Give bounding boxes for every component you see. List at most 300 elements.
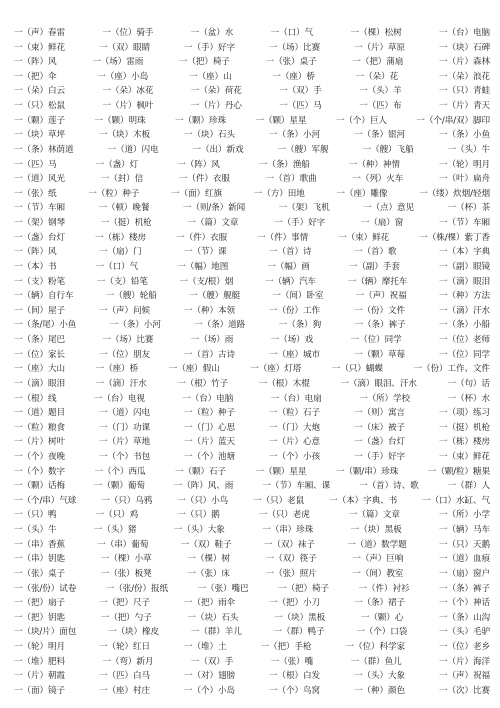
measure-word-phrase: 一（声）祝福 <box>355 291 407 302</box>
measure-word-phrase: 一（粒）种子 <box>88 188 140 199</box>
measure-word-phrase: 一（手）好字 <box>274 218 326 229</box>
measure-word-phrase: 一（群）羊儿 <box>190 627 242 638</box>
measure-word-phrase: 一（块）石头 <box>184 130 235 141</box>
measure-word-phrase: 一（道）题目 <box>14 408 65 419</box>
measure-word-phrase: 一（根）白发 <box>269 671 320 682</box>
measure-word-phrase: 一（位）老乡 <box>439 642 490 653</box>
measure-word-phrase: 一（张）嘴巴 <box>197 583 249 594</box>
measure-word-phrase: 一（张）床 <box>187 568 230 579</box>
phrase-row <box>14 318 490 332</box>
measure-word-phrase: 一（滴）眼泪 <box>438 276 490 287</box>
measure-word-phrase: 一（堆）肥料 <box>14 656 65 667</box>
measure-word-phrase: 一（所）学校 <box>359 393 411 404</box>
measure-word-phrase: 一（艘）飞船 <box>362 144 414 155</box>
measure-word-phrase: 一（口）水缸、气 <box>422 495 490 506</box>
measure-word-phrase: 一（辆）马车 <box>438 525 490 536</box>
phrase-row <box>14 494 490 508</box>
measure-word-phrase: 一（个/串/双）脚印 <box>416 115 490 126</box>
measure-word-phrase: 一（只）乌鸦 <box>101 495 153 506</box>
phrase-row <box>14 625 490 639</box>
measure-word-phrase: 一（只）蝴蝶 <box>331 364 383 375</box>
measure-word-phrase: 一（艘）舰艇 <box>189 291 241 302</box>
measure-word-phrase: 一（条）狗 <box>278 320 322 331</box>
measure-word-phrase: 一（匹）马 <box>279 101 322 112</box>
measure-word-phrase: 一（片）蓝天 <box>184 437 235 448</box>
measure-word-phrase: 一（篇）文章 <box>187 218 239 229</box>
measure-word-phrase: 一（个）小岛 <box>184 685 235 696</box>
measure-word-phrase: 一（颗）心 <box>360 612 404 623</box>
measure-word-phrase: 一（片）树叶 <box>14 437 65 448</box>
measure-word-phrase: 一（头）大象 <box>354 671 405 682</box>
phrase-row <box>14 611 490 625</box>
measure-word-phrase: 一（颗）石子 <box>174 466 226 477</box>
measure-word-phrase: 一（群）鸭子 <box>273 627 325 638</box>
measure-word-phrase: 一（条）山沟 <box>439 612 490 623</box>
phrase-row <box>14 84 490 98</box>
measure-word-phrase: 一（支）铅笔 <box>96 276 148 287</box>
measure-word-phrase: 一（株/棵）紫丁香 <box>419 232 490 243</box>
measure-word-phrase: 一（条）裤子 <box>439 583 490 594</box>
measure-word-phrase: 一（间）教室 <box>352 568 404 579</box>
measure-word-phrase: 一（座）灯塔 <box>250 364 302 375</box>
measure-word-phrase: 一（件）事情 <box>257 232 309 243</box>
measure-word-phrase: 一（滴）汗水 <box>95 378 147 389</box>
phrase-row <box>14 421 490 435</box>
phrase-row <box>14 231 490 245</box>
measure-word-phrase: 一（只）鸡 <box>95 510 139 521</box>
measure-word-phrase: 一（封）信 <box>100 174 144 185</box>
measure-word-phrase: 一（块）黑板 <box>274 612 326 623</box>
measure-word-phrase: 一（双）筷子 <box>265 554 317 565</box>
measure-word-phrase: 一（块）石碑 <box>439 42 490 53</box>
phrase-row <box>14 114 490 128</box>
measure-word-phrase: 一（张）板凳 <box>100 568 152 579</box>
measure-word-phrase: 一（片）丹心 <box>190 101 242 112</box>
measure-word-phrase: 一（轮）红日 <box>99 642 150 653</box>
measure-word-phrase: 一（把）椅子 <box>278 583 330 594</box>
phrase-row <box>14 348 490 362</box>
measure-word-phrase: 一（张）纸 <box>14 188 57 199</box>
measure-word-phrase: 一（扇）窗 <box>360 218 404 229</box>
measure-word-phrase: 一（幅）画 <box>267 261 310 272</box>
measure-word-phrase: 一（条）小鱼 <box>439 130 490 141</box>
measure-word-phrase: 一（块）木板 <box>99 130 150 141</box>
measure-word-phrase: 一（次）比赛 <box>439 685 490 696</box>
measure-word-phrase: 一（台）电扇 <box>270 393 322 404</box>
measure-word-phrase: 一（条）小河 <box>269 130 320 141</box>
measure-word-phrase: 一（片）海洋 <box>438 656 490 667</box>
measure-word-phrase: 一（棵）树 <box>187 554 230 565</box>
measure-word-phrase: 一（门）功课 <box>99 422 150 433</box>
measure-word-phrase: 一（张）照片 <box>265 568 317 579</box>
measure-word-phrase: 一（串）钥匙 <box>14 554 65 565</box>
phrase-row <box>14 450 490 464</box>
measure-word-phrase: 一（个）西瓜 <box>94 466 146 477</box>
phrase-row <box>14 435 490 449</box>
measure-word-phrase: 一（双）袜子 <box>263 539 315 550</box>
measure-word-phrase: 一（个/串）气球 <box>14 495 77 506</box>
phrase-row <box>14 567 490 581</box>
measure-word-phrase: 一（把）伞 <box>14 71 57 82</box>
measure-word-phrase: 一（头）牛 <box>14 525 57 536</box>
measure-word-phrase: 一（滴）汗水 <box>439 305 490 316</box>
measure-word-phrase: 一（个）书包 <box>99 451 150 462</box>
measure-word-phrase: 一（颗）星星 <box>255 115 307 126</box>
measure-word-phrase: 一（道）数学题 <box>347 539 407 550</box>
measure-word-phrase: 一（列）火车 <box>352 174 404 185</box>
measure-word-phrase: 一（座）村庄 <box>99 685 150 696</box>
measure-word-phrase: 一（片）朝霞 <box>14 671 65 682</box>
measure-word-phrase: 一（个）小孩 <box>269 451 320 462</box>
measure-word-phrase: 一（个）巨人 <box>335 115 387 126</box>
measure-word-phrase: 一（轮）明月 <box>14 642 65 653</box>
measure-word-phrase: 一（把）尺子 <box>99 598 150 609</box>
measure-word-phrase: 一（节）车厢 <box>14 203 65 214</box>
measure-word-phrase: 一（辆）自行车 <box>14 291 74 302</box>
measure-word-phrase: 一（条）道路 <box>194 320 246 331</box>
measure-word-phrase: 一（种）本领 <box>184 305 235 316</box>
measure-word-phrase: 一（艘）轮船 <box>105 291 157 302</box>
measure-word-phrase: 一（首）古诗 <box>184 349 235 360</box>
measure-word-phrase: 一（束）鲜花 <box>439 451 490 462</box>
measure-word-phrase: 一（条）银河 <box>354 130 405 141</box>
measure-word-phrase: 一（间）屋子 <box>14 305 65 316</box>
measure-word-phrase: 一（束）鲜花 <box>338 232 390 243</box>
measure-word-phrase: 一（条）裤子 <box>354 320 406 331</box>
measure-word-phrase: 一（首）诗、歌 <box>359 481 419 492</box>
measure-word-phrase: 一（个）鸟窝 <box>269 685 320 696</box>
measure-word-phrase: 一（片）森林 <box>439 57 490 68</box>
measure-word-phrase: 一（场）雷雨 <box>92 57 144 68</box>
measure-word-phrase: 一（条）林荫道 <box>14 144 74 155</box>
measure-word-phrase: 一（盏）台灯 <box>354 437 405 448</box>
measure-word-phrase: 一（件）衣服 <box>178 174 230 185</box>
measure-word-phrase: 一（条）小船 <box>439 320 490 331</box>
measure-word-phrase: 一（道）风光 <box>14 174 65 185</box>
measure-word-phrase: 一（阵）风 <box>177 159 220 170</box>
measure-word-phrase: 一（粒）种子 <box>184 408 235 419</box>
measure-word-phrase: 一（挺）机枪 <box>100 218 152 229</box>
measure-word-phrase: 一（颗）莲子 <box>14 115 65 126</box>
measure-word-phrase: 一（张/份）报纸 <box>105 583 169 594</box>
measure-word-phrase: 一（杯）茶 <box>447 203 490 214</box>
measure-word-phrase: 一（则/条）新闻 <box>182 203 246 214</box>
measure-word-phrase: 一（台）电脑 <box>438 28 490 38</box>
measure-word-phrase: 一（种）方法 <box>438 291 490 302</box>
measure-word-phrase: 一（点）意见 <box>363 203 415 214</box>
measure-word-phrase: 一（只）松鼠 <box>14 101 65 112</box>
measure-word-phrase: 一（顿）晚餐 <box>98 203 150 214</box>
measure-word-phrase: 一（件）衬衫 <box>358 583 410 594</box>
measure-word-phrase: 一（座）假山 <box>168 364 220 375</box>
measure-word-phrase: 一（座）小岛 <box>97 71 149 82</box>
phrase-row <box>14 201 490 215</box>
measure-word-phrase: 一（头）毛驴 <box>438 627 490 638</box>
measure-word-phrase: 一（位）骑手 <box>102 28 154 38</box>
measure-word-phrase: 一（所）小学 <box>439 510 490 521</box>
measure-word-phrase: 一（头）羊 <box>359 86 402 97</box>
phrase-row <box>14 172 490 186</box>
phrase-row <box>14 304 490 318</box>
measure-word-phrase: 一（块）石头 <box>187 612 239 623</box>
measure-word-phrase: 一（轮）明月 <box>439 159 490 170</box>
measure-word-phrase: 一（条）裙子 <box>354 598 405 609</box>
measure-word-phrase: 一（片）草地 <box>99 437 150 448</box>
measure-word-phrase: 一（声）春雷 <box>14 28 65 38</box>
measure-word-phrase: 一（张/份）试卷 <box>14 583 77 594</box>
measure-word-phrase: 一（把）手枪 <box>260 642 312 653</box>
phrase-row <box>14 260 490 274</box>
measure-word-phrase: 一（阵）风 <box>14 247 57 258</box>
measure-word-phrase: 一（座）山 <box>189 71 232 82</box>
measure-word-phrase: 一（根）木棍 <box>258 378 310 389</box>
measure-word-phrase: 一（把）扇子 <box>14 598 65 609</box>
measure-word-phrase: 一（种）颜色 <box>354 685 405 696</box>
phrase-row <box>14 596 490 610</box>
measure-word-phrase: 一（节）车厢、课 <box>262 481 331 492</box>
measure-word-phrase: 一（则）寓言 <box>354 408 405 419</box>
phrase-row <box>14 55 490 69</box>
measure-word-phrase: 一（间）卧室 <box>272 291 324 302</box>
measure-word-phrase: 一（只）小鸟 <box>177 495 229 506</box>
measure-word-phrase: 一（双）眼睛 <box>99 42 150 53</box>
measure-word-phrase: 一（匹）布 <box>359 101 402 112</box>
measure-word-phrase: 一（面）镜子 <box>14 685 65 696</box>
measure-word-phrase: 一（条/尾）小鱼 <box>14 320 77 331</box>
measure-word-phrase: 一（朵）花 <box>355 71 399 82</box>
measure-word-phrase: 一（片）枫叶 <box>102 101 154 112</box>
measure-word-phrase: 一（朵）白云 <box>14 86 65 97</box>
measure-word-phrase: 一（座）桥 <box>272 71 315 82</box>
measure-word-phrase: 一（颗）珍珠 <box>174 115 226 126</box>
phrase-row <box>14 99 490 113</box>
measure-word-phrase: 一（节）车厢 <box>439 218 490 229</box>
measure-word-phrase: 一（座）城市 <box>269 349 320 360</box>
measure-word-phrase: 一（床）被子 <box>354 422 405 433</box>
measure-word-phrase: 一（把）钥匙 <box>14 612 65 623</box>
phrase-row <box>14 245 490 259</box>
measure-word-phrase: 一（群）人 <box>447 481 490 492</box>
measure-word-phrase: 一（棵）小草 <box>100 554 152 565</box>
measure-word-phrase: 一（头）大象 <box>173 525 225 536</box>
measure-word-phrase: 一（首）诗 <box>269 247 312 258</box>
measure-word-phrase: 一（只）鹅 <box>177 510 220 521</box>
measure-word-phrase: 一（把）勺子 <box>100 612 152 623</box>
measure-word-phrase: 一（支）粉笔 <box>14 276 65 287</box>
phrase-row <box>14 362 490 376</box>
measure-word-phrase: 一（面）红旗 <box>170 188 222 199</box>
phrase-row <box>14 377 490 391</box>
phrase-row <box>14 523 490 537</box>
measure-word-phrase: 一（位）朋友 <box>99 349 150 360</box>
measure-word-phrase: 一（个）夜晚 <box>14 451 65 462</box>
measure-word-phrase: 一（盆）水 <box>190 28 234 38</box>
measure-word-phrase: 一（道）闪电 <box>107 144 159 155</box>
measure-word-phrase: 一（头）牛 <box>447 144 490 155</box>
measure-word-phrase: 一（手）好字 <box>184 42 235 53</box>
measure-word-phrase: 一（片）草原 <box>354 42 405 53</box>
measure-word-phrase: 一（只）老虎 <box>258 510 310 521</box>
phrase-row <box>14 26 490 40</box>
measure-word-phrase: 一（门）大炮 <box>269 422 320 433</box>
phrase-row <box>14 538 490 552</box>
measure-word-phrase: 一（条）尾巴 <box>14 335 65 346</box>
measure-word-phrase: 一（首）歌曲 <box>265 174 317 185</box>
measure-word-phrase: 一（道）血痕 <box>439 554 490 565</box>
measure-word-phrase: 一（个）口袋 <box>356 627 408 638</box>
measure-word-phrase: 一（把）雨伞 <box>184 598 235 609</box>
measure-word-phrase: 一（叶）扁舟 <box>439 174 490 185</box>
measure-word-phrase: 一（节）课 <box>184 247 227 258</box>
measure-word-phrase: 一（位）老师 <box>438 335 490 346</box>
measure-word-phrase: 一（门）心思 <box>184 422 235 433</box>
measure-word-phrase: 一（场）戏 <box>270 335 314 346</box>
measure-word-phrase: 一（方）田地 <box>253 188 305 199</box>
phrase-row <box>14 158 490 172</box>
phrase-row <box>14 465 490 479</box>
measure-word-phrase: 一（位）科学家 <box>345 642 405 653</box>
measure-word-phrase: 一（种）神情 <box>348 159 400 170</box>
phrase-row <box>14 392 490 406</box>
measure-word-phrase: 一（位）同学 <box>439 349 490 360</box>
measure-word-phrase: 一（份）工作、文件 <box>413 364 490 375</box>
phrase-row <box>14 41 490 55</box>
measure-word-phrase: 一（颗）草莓 <box>354 349 405 360</box>
measure-word-phrase: 一（把）小刀 <box>269 598 320 609</box>
measure-word-phrase: 一（只）青蛙 <box>438 86 490 97</box>
measure-word-phrase: 一（位）家长 <box>14 349 65 360</box>
measure-word-phrase: 一（个）神话 <box>439 598 490 609</box>
measure-word-phrase: 一（张）桌子 <box>265 57 317 68</box>
measure-word-phrase: 一（串）香蕉 <box>14 539 65 550</box>
measure-word-phrase: 一（盏）台灯 <box>14 232 65 243</box>
measure-word-phrase: 一（根）竹子 <box>177 378 229 389</box>
measure-word-phrase: 一（支/根）烟 <box>179 276 234 287</box>
phrase-row <box>14 275 490 289</box>
measure-word-phrase: 一（扇）门 <box>99 247 142 258</box>
measure-word-phrase: 一（只）天鹅 <box>438 539 490 550</box>
measure-word-phrase: 一（本）字典 <box>439 247 490 258</box>
measure-word-phrase: 一（场）雨 <box>190 335 234 346</box>
measure-word-phrase: 一（挺）机枪 <box>439 422 490 433</box>
measure-word-phrase: 一（朵）冰花 <box>102 86 154 97</box>
measure-word-phrase: 一（棵）松树 <box>350 28 402 38</box>
phrase-row <box>14 70 490 84</box>
measure-word-phrase: 一（串）葡萄 <box>97 539 149 550</box>
measure-word-phrase: 一（副）眼镜 <box>439 261 490 272</box>
measure-word-phrase: 一（辆）摩托车 <box>347 276 408 287</box>
measure-word-phrase: 一（颗）话梅 <box>14 481 65 492</box>
measure-word-phrase: 一（架）钢琴 <box>14 218 65 229</box>
measure-word-phrase: 一（块/片）面包 <box>14 627 77 638</box>
measure-word-phrase: 一（位）同学 <box>350 335 402 346</box>
measure-word-phrase: 一（座）桥 <box>95 364 139 375</box>
measure-word-phrase: 一（栋）楼房 <box>95 232 147 243</box>
phrase-row <box>14 216 490 230</box>
measure-word-phrase: 一（块）草坪 <box>14 130 65 141</box>
measure-word-phrase: 一（粒）粮食 <box>14 422 65 433</box>
phrase-row <box>14 128 490 142</box>
measure-word-phrase: 一（杯）水 <box>447 393 490 404</box>
phrase-row <box>14 289 490 303</box>
measure-word-phrase: 一（把）椅子 <box>178 57 230 68</box>
measure-word-phrase: 一（缕）炊烟/轻烟 <box>419 188 490 199</box>
measure-word-phrase: 一（声）祝福 <box>439 671 490 682</box>
phrase-row <box>14 143 490 157</box>
measure-word-phrase: 一（堆）土 <box>184 642 227 653</box>
measure-word-phrase: 一（张）桌子 <box>14 568 65 579</box>
measure-word-phrase: 一（只）鸭 <box>14 510 57 521</box>
measure-word-phrase: 一（辆）汽车 <box>265 276 316 287</box>
measure-word-phrase: 一（口）气 <box>95 261 139 272</box>
measure-word-phrase: 一（颗/串）珍珠 <box>335 466 399 477</box>
measure-word-phrase: 一（朵）荷花 <box>190 86 242 97</box>
measure-word-phrase: 一（条）小河 <box>109 320 161 331</box>
measure-word-phrase: 一（栋）楼房 <box>439 437 490 448</box>
measure-word-phrase: 一（束）鲜花 <box>14 42 65 53</box>
measure-word-phrase: 一（对）翅膀 <box>184 671 235 682</box>
measure-word-phrase: 一（声）问候 <box>99 305 150 316</box>
measure-word-phrase: 一（口）气 <box>270 28 314 38</box>
measure-word-phrase: 一（只）老鼠 <box>253 495 305 506</box>
measure-word-phrase: 一（块）橡皮 <box>108 627 159 638</box>
measure-word-phrase: 一（幅）地图 <box>177 261 229 272</box>
phrase-row <box>14 333 490 347</box>
measure-word-phrase: 一（双）手 <box>279 86 322 97</box>
measure-word-phrase: 一（个）池塘 <box>184 451 235 462</box>
phrase-row <box>14 187 490 201</box>
measure-word-phrase: 一（盏）灯 <box>95 159 139 170</box>
measure-word-phrase: 一（道）闪电 <box>99 408 150 419</box>
measure-word-phrase: 一（项）练习 <box>439 408 490 419</box>
measure-word-phrase: 一（个）数字 <box>14 466 65 477</box>
measure-word-phrase: 一（阵）风、雨 <box>173 481 234 492</box>
measure-word-phrase: 一（件）衣服 <box>176 232 228 243</box>
measure-word-phrase: 一（弯）新月 <box>102 656 154 667</box>
measure-word-phrase: 一（声）巨响 <box>352 554 404 565</box>
measure-word-phrase: 一（张）嘴 <box>270 656 314 667</box>
phrase-row <box>14 582 490 596</box>
measure-word-phrase: 一（架）飞机 <box>278 203 330 214</box>
measure-word-phrase: 一（场）比赛 <box>269 42 320 53</box>
measure-word-phrase: 一（副）手套 <box>348 261 400 272</box>
measure-word-phrase: 一（本）书 <box>14 261 57 272</box>
phrase-row <box>14 640 490 654</box>
phrase-row <box>14 655 490 669</box>
measure-word-phrase: 一（份）文件 <box>354 305 405 316</box>
measure-word-phrase: 一（出）新戏 <box>192 144 244 155</box>
measure-word-phrase: 一（匹）马 <box>14 159 57 170</box>
measure-word-phrase: 一（句）话 <box>447 378 490 389</box>
measure-word-phrase: 一（手）好字 <box>354 451 405 462</box>
measure-word-phrase: 一（匹）白马 <box>99 671 150 682</box>
measure-word-phrase: 一（篇）文章 <box>348 510 400 521</box>
measure-word-phrase: 一（台）电脑 <box>182 393 234 404</box>
phrase-row <box>14 684 490 698</box>
measure-word-phrase: 一（座）大山 <box>14 364 65 375</box>
measure-word-phrase: 一（首）歌 <box>354 247 397 258</box>
measure-word-phrase: 一（本）字典、书 <box>329 495 398 506</box>
measure-word-phrase: 一（台）电视 <box>93 393 145 404</box>
phrase-row <box>14 669 490 683</box>
measure-word-phrase: 一（颗）葡萄 <box>93 481 145 492</box>
measure-word-phrase: 一（串）珍珠 <box>262 525 314 536</box>
measure-word-phrase: 一（滴）眼泪、汗水 <box>340 378 417 389</box>
measure-word-phrase: 一（滴）眼泪 <box>14 378 65 389</box>
measure-word-phrase: 一（扇）窗户 <box>439 568 490 579</box>
measure-word-phrase: 一（座）雕像 <box>336 188 388 199</box>
measure-word-phrase: 一（把）蒲扇 <box>352 57 404 68</box>
